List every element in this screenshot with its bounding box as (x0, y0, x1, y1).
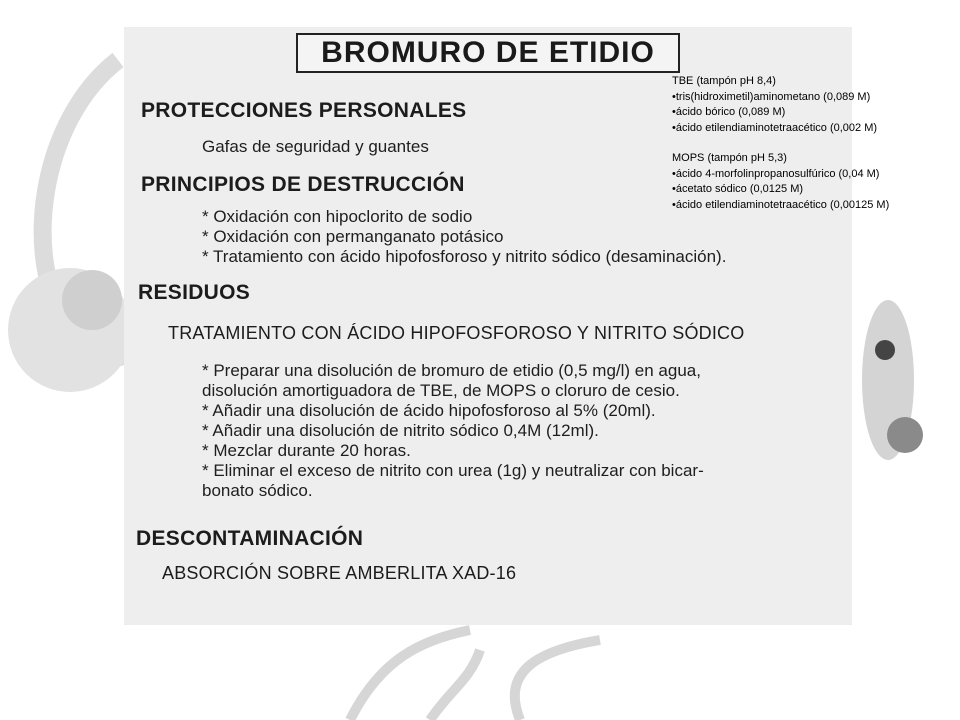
list-item: * Mezclar durante 20 horas. (202, 441, 411, 460)
list-item: * Oxidación con permanganato potásico (202, 227, 504, 246)
list-item: •ácido etilendiaminotetraacético (0,00125 M) (672, 198, 890, 211)
destruccion-list (202, 207, 726, 267)
tbe-note (672, 74, 958, 136)
decorative-stems (350, 630, 600, 720)
list-item: * Tratamiento con ácido hipofosforoso y nitrito sódico (desaminación). (202, 247, 727, 266)
heading-protecciones: PROTECCIONES PERSONALES (141, 99, 467, 122)
tbe-title: TBE (tampón pH 8,4) (672, 75, 776, 87)
decorative-knob (887, 417, 923, 453)
mops-note (672, 151, 958, 213)
heading-destruccion: PRINCIPIOS DE DESTRUCCIÓN (141, 173, 465, 196)
document-title: BROMURO DE ETIDIO (296, 33, 680, 73)
protecciones-text: Gafas de seguridad y guantes (202, 137, 429, 156)
list-item: * Eliminar el exceso de nitrito con urea (1g) y neutralizar con bicar- (202, 461, 704, 480)
list-item: •ácido bórico (0,089 M) (672, 106, 786, 118)
list-item: disolución amortiguadora de TBE, de MOPS o cloruro de cesio. (202, 381, 680, 400)
list-item: •ácido etilendiaminotetraacético (0,002 M) (672, 121, 878, 134)
list-item: * Añadir una disolución de nitrito sódico 0,4M (12ml). (202, 421, 599, 440)
list-item: bonato sódico. (202, 481, 313, 500)
heading-residuos: RESIDUOS (138, 281, 251, 304)
list-item: * Oxidación con hipoclorito de sodio (202, 207, 473, 226)
list-item: * Preparar una disolución de bromuro de etidio (0,5 mg/l) en agua, (202, 361, 701, 380)
buffer-notes (672, 74, 958, 228)
list-item: * Añadir una disolución de ácido hipofosforoso al 5% (20ml). (202, 401, 656, 420)
heading-descontaminacion: DESCONTAMINACIÓN (136, 527, 364, 550)
decorative-knob-2 (875, 340, 895, 360)
mops-title: MOPS (tampón pH 5,3) (672, 152, 787, 164)
list-item: •ácetato sódico (0,0125 M) (672, 183, 804, 195)
descontaminacion-text: ABSORCIÓN SOBRE AMBERLITA XAD-16 (162, 563, 517, 583)
residuos-subheading: TRATAMIENTO CON ÁCIDO HIPOFOSFOROSO Y NITRITO SÓDICO (168, 323, 745, 343)
list-item: •tris(hidroximetil)aminometano (0,089 M) (672, 90, 871, 103)
residuos-steps (202, 361, 704, 501)
list-item: •ácido 4-morfolinpropanosulfúrico (0,04 M) (672, 167, 880, 180)
decorative-bubble-small (62, 270, 122, 330)
